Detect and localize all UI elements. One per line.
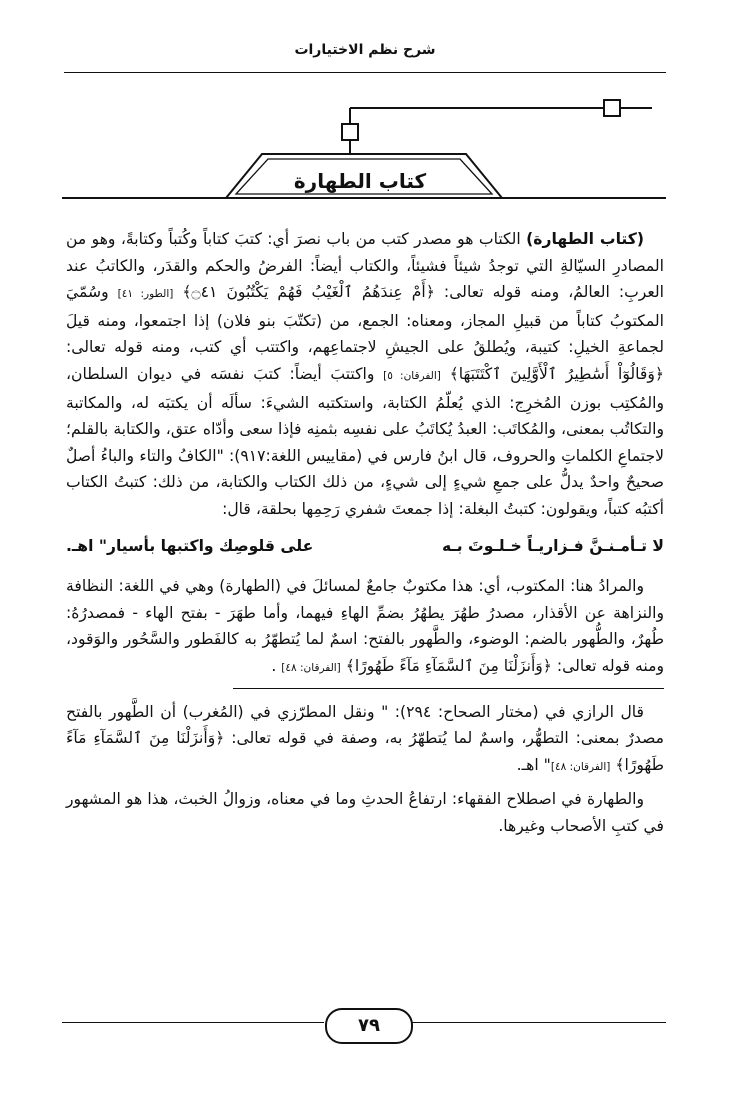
section-divider bbox=[233, 688, 664, 689]
verse-first-hemistich: لا تـأمـنـنَّ فـزاريـاً خـلـوتَ بـه bbox=[441, 536, 664, 555]
verse-second-hemistich: على قلوصِك واكتبها بأسيار" اهـ. bbox=[66, 536, 314, 555]
page-number: ٧٩ bbox=[325, 1008, 413, 1044]
header-divider bbox=[64, 72, 666, 73]
quran-citation: [الفرقان: ٤٨] bbox=[550, 760, 611, 773]
body-text bbox=[66, 226, 664, 845]
term-heading: (كتاب الطهارة) bbox=[526, 230, 644, 248]
paragraph-4: والطهارة في اصطلاح الفقهاء: ارتفاعُ الحدثِ وما في معناه، وزوالُ الخبث، هذا هو المشهور في كتبِ الأصحاب وغيرها. bbox=[66, 790, 664, 835]
poetry-verse bbox=[66, 533, 664, 560]
footer-rule-left bbox=[62, 1022, 324, 1023]
paragraph-3: قال الرازي في (مختار الصحاح: ٢٩٤): " ونقل المطرّزي في (المُغرب) أن الطَّهور بالفتح مصدرٌ بمعنى: التطهُّر، واسمٌ لما يُتطهّرُ به، وصفة في قوله تعالى: ﴿وَأَنزَلْنَا مِنَ ٱلسَّمَآءِ مَآءً طَهُورًا﴾ [الفرقان: ٤٨]" اهـ. bbox=[66, 702, 664, 774]
paragraph-2: والمرادُ هنا: المكتوب، أي: هذا مكتوبٌ جامعٌ لمسائلَ في (الطهارة) وهي في اللغة: النظافة والنزاهة عن الأقذار، مصدرُ طهُرَ يطهُرُ بضمِّ الهاءِ فيهما، وأما طهَرَ - بفتح الهاء - فمصدرُهُ: طُهرٌ، والطُّهور بالضم: الوضوء، والطَّهور بالفتح: اسمٌ لما يُتطهّرُ به كالفَطور والسَّحُور والوَقود، ومنه قوله تعالى: ﴿وَأَنزَلْنَا مِنَ ٱلسَّمَآءِ مَآءً طَهُورًا﴾ [الفرقان: ٤٨] . bbox=[66, 577, 664, 675]
running-header: شرح نظم الاختيارات bbox=[294, 42, 436, 58]
quran-citation: [الفرقان: ٥] bbox=[383, 369, 441, 382]
quran-citation: [الطور: ٤١] bbox=[117, 288, 174, 301]
paragraph-1: (كتاب الطهارة) الكتاب هو مصدر كتب من باب نصرَ أي: كتبَ كتاباً وكُتباً وكتابةً، وهو من المصادرِ السيّالةِ التي توجدُ شيئاً فشيئاً، والكتاب أيضاً: الفرضُ والحكم والقدَر، والكاتبُ عند العربِ: العالمُ، ومنه قوله تعالى: ﴿أَمْ عِندَهُمُ ٱلْغَيْبُ فَهُمْ يَكْتُبُونَ ۝٤١﴾ [الطور: ٤١] وسُمّيَ المكتوبُ كتاباً من قبيلِ المجاز، ومعناه: الجمع، من (تكتّبَ بنو فلان) إذا اجتمعوا، ومنه قيلَ لجماعةِ الخيلِ: كتيبة، ويُطلقُ على الجيشِ لاجتماعِهم، واكتتب أي كتب، ومنه قوله تعالى: ﴿وَقَالُوٓاْ أَسَٰطِيرُ ٱلْأَوَّلِينَ ٱكْتَتَبَهَا﴾ [الفرقان: ٥] واكتتبَ أيضاً: كتبَ نفسَه في ديوان السلطان، والمُكتِب بوزن المُخرِج: الذي يُعلّمُ الكتابة، واستكتبه الشيءَ: سألَه أن يكتبَه له، والمكاتبة والتكاتُب بمعنى، والمُكاتَب: العبدُ يُكاتَبُ على نفسِه بثمنِه فإذا سعى وأدّاه عتق، والكتابة بالقلم؛ لاجتماعِ الكلماتِ والحروف، قال ابنُ فارس في (مقاييس اللغة:٩١٧): "الكافُ والتاء والباءُ أصلٌ صحيحٌ واحدٌ يدلُّ على جمعِ شيءٍ إلى شيءٍ، من ذلك الكتاب والكتابة، من ذلك: كتبتُ الكتاب أكتبُه كتباً، ويقولون: كتبتُ البغلة: إذا جمعتَ شفري رَحِمِها بحلقة، قال: bbox=[66, 230, 664, 518]
chapter-title: كتاب الطهارة bbox=[293, 169, 427, 193]
footer-rule-right bbox=[410, 1022, 666, 1023]
quran-citation: [الفرقان: ٤٨] bbox=[281, 661, 341, 674]
